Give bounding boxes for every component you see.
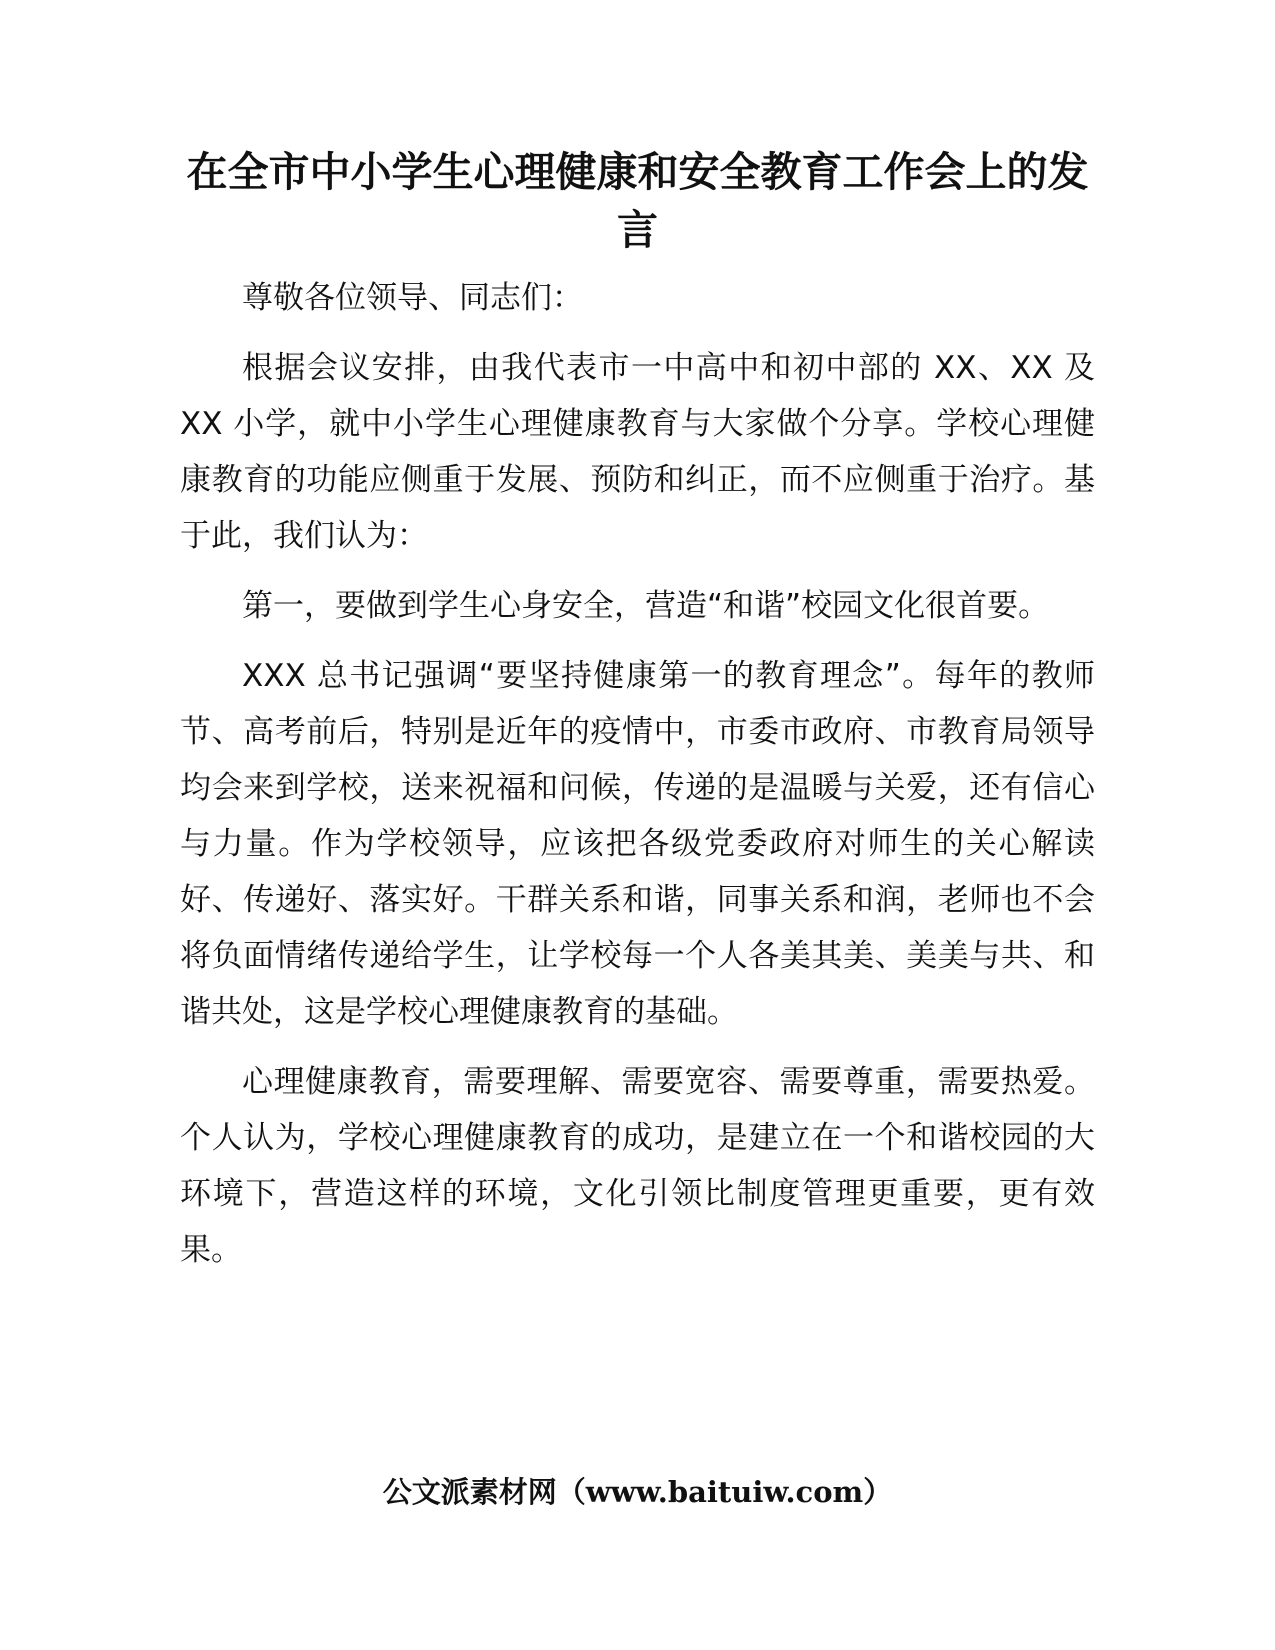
document-title: 在全市中小学生心理健康和安全教育工作会上的发言: [186, 148, 1089, 254]
body-paragraph: 心理健康教育，需要理解、需要宽容、需要尊重，需要热爱。个人认为，学校心理健康教育的成功，是建立在一个和谐校园的大环境下，营造这样的环境，文化引领比制度管理更重要，更有效果。: [180, 1064, 1095, 1268]
document-body: [180, 270, 1095, 1292]
intro-paragraph: 根据会议安排，由我代表市一中高中和初中部的 XX、XX 及 XX 小学，就中小学生心理健康教育与大家做个分享。学校心理健康教育的功能应侧重于发展、预防和纠正，而不应侧重于治疗。基于此，我们认为：: [180, 350, 1095, 554]
page-footer: 公文派素材网（www.baituiw.com）: [382, 1475, 893, 1509]
point-one-heading: 第一，要做到学生心身安全，营造“和谐”校园文化很首要。: [242, 588, 1050, 624]
greeting-paragraph: 尊敬各位领导、同志们：: [242, 280, 583, 316]
body-paragraph: XXX 总书记强调“要坚持健康第一的教育理念”。每年的教师节、高考前后，特别是近年的疫情中，市委市政府、市教育局领导均会来到学校，送来祝福和问候，传递的是温暖与关爱，还有信心与力量。作为学校领导，应该把各级党委政府对师生的关心解读好、传递好、落实好。干群关系和谐，同事关系和润，老师也不会将负面情绪传递给学生，让学校每一个人各美其美、美美与共、和谐共处，这是学校心理健康教育的基础。: [180, 658, 1095, 1030]
